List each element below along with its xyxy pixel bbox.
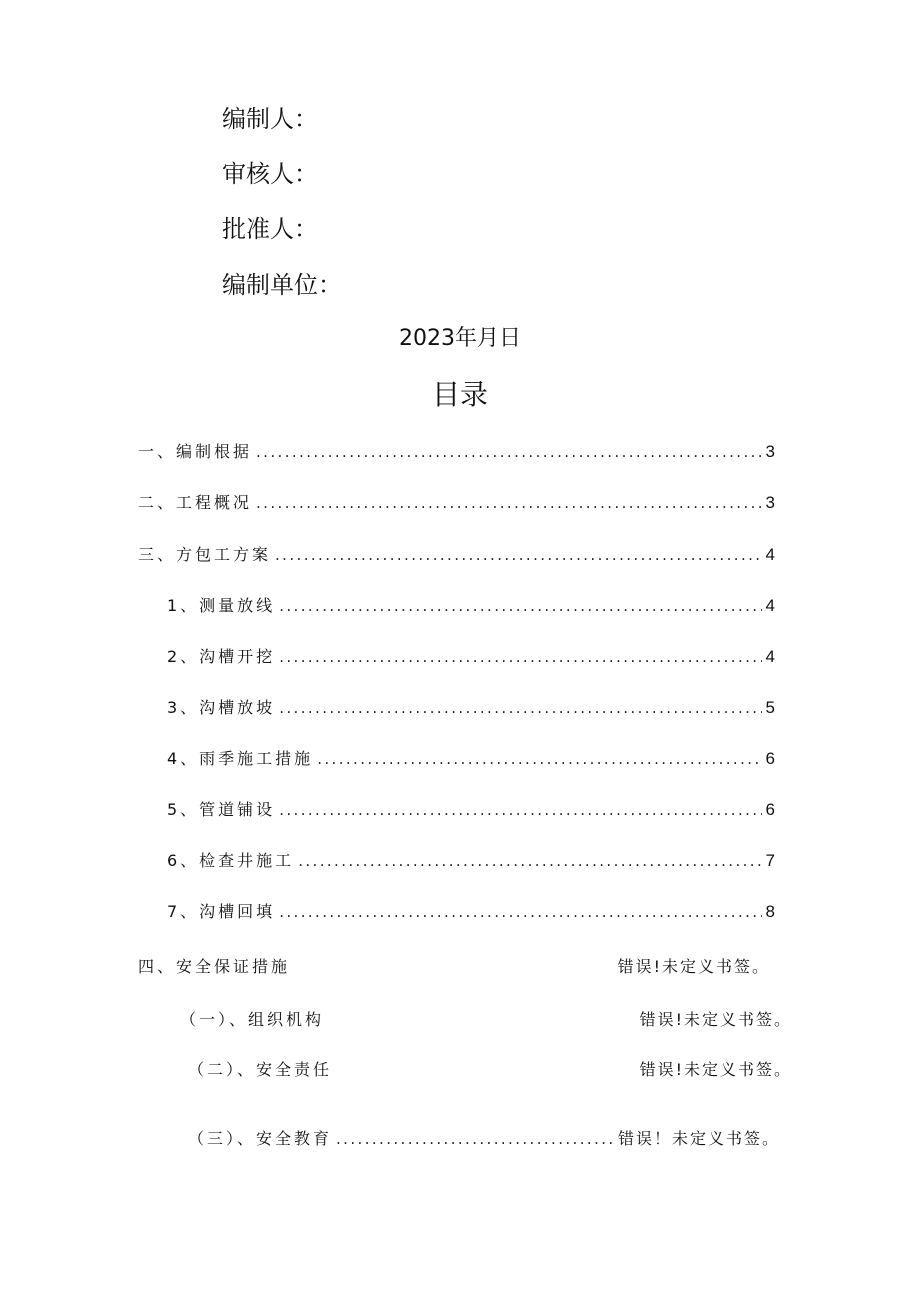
toc-entry-label: 四、安全保证措施 <box>138 957 291 976</box>
toc-entry[interactable] <box>167 594 775 618</box>
toc-entry-label: 4、雨季施工措施 <box>167 749 314 768</box>
toc-leader-dots <box>256 491 762 515</box>
toc-leader-dots <box>279 798 761 822</box>
toc-entry-page: 错误!未定义书签。 <box>617 957 770 976</box>
toc-entry-page: 6 <box>765 800 775 819</box>
toc-leader-dots <box>275 543 762 567</box>
toc-entry[interactable] <box>167 900 775 924</box>
toc-entry-page: 8 <box>765 902 775 921</box>
toc-entry-page: 4 <box>765 596 775 615</box>
toc-entry[interactable] <box>138 955 770 979</box>
toc-entry-label: 2、沟槽开挖 <box>167 647 276 666</box>
toc-entry[interactable] <box>138 543 775 567</box>
toc-leader-dots <box>256 440 762 464</box>
reviewer-label: 审核人： <box>222 160 318 188</box>
toc-leader-dots <box>317 747 761 771</box>
toc-entry[interactable] <box>167 798 775 822</box>
toc-entry[interactable] <box>188 1127 780 1151</box>
approver-label: 批准人： <box>222 215 318 243</box>
toc-entry-label: 6、检查井施工 <box>167 851 295 870</box>
toc-entry-label: 5、管道铺设 <box>167 800 276 819</box>
toc-leader-dots <box>279 645 761 669</box>
toc-entry-page: 错误!未定义书签。 <box>639 1010 792 1029</box>
toc-entry-label: 1、测量放线 <box>167 596 276 615</box>
toc-entry-page: 6 <box>765 749 775 768</box>
toc-entry-page: 4 <box>765 647 775 666</box>
toc-entry[interactable] <box>167 696 775 720</box>
toc-leader-dots <box>298 849 761 873</box>
toc-entry[interactable] <box>188 1058 792 1082</box>
toc-leader-dots <box>336 1127 614 1151</box>
toc-entry[interactable] <box>138 440 775 464</box>
toc-entry-label: （二）、安全责任 <box>188 1060 333 1079</box>
toc-entry[interactable] <box>167 645 775 669</box>
compiling-unit-label: 编制单位： <box>222 271 342 299</box>
toc-entry-label: 三、方包工方案 <box>138 545 272 564</box>
toc-entry-label: 3、沟槽放坡 <box>167 698 276 717</box>
toc-entry-page: 7 <box>765 851 775 870</box>
toc-entry-page: 3 <box>765 442 775 461</box>
toc-entry-page: 错误!未定义书签。 <box>639 1060 792 1079</box>
toc-entry-label: 7、沟槽回填 <box>167 902 276 921</box>
toc-entry[interactable] <box>138 491 775 515</box>
toc-entry[interactable] <box>167 747 775 771</box>
toc-entry-label: （三）、安全教育 <box>188 1129 333 1148</box>
toc-entry-page: 4 <box>765 545 775 564</box>
toc-leader-dots <box>279 900 761 924</box>
toc-entry-label: 一、编制根据 <box>138 442 253 461</box>
toc-entry-page: 5 <box>765 698 775 717</box>
toc-title: 目录 <box>431 378 488 411</box>
toc-leader-dots <box>279 594 761 618</box>
toc-entry-label: 二、工程概况 <box>138 493 253 512</box>
compiler-label: 编制人： <box>222 105 318 133</box>
toc-entry-page: 错误！未定义书签。 <box>617 1129 780 1148</box>
toc-entry-page: 3 <box>765 493 775 512</box>
toc-leader-dots <box>279 696 761 720</box>
document-date: 2023年月日 <box>399 326 521 351</box>
toc-entry[interactable] <box>167 849 775 873</box>
toc-entry[interactable] <box>180 1008 792 1032</box>
toc-entry-label: （一）、组织机构 <box>180 1010 325 1029</box>
